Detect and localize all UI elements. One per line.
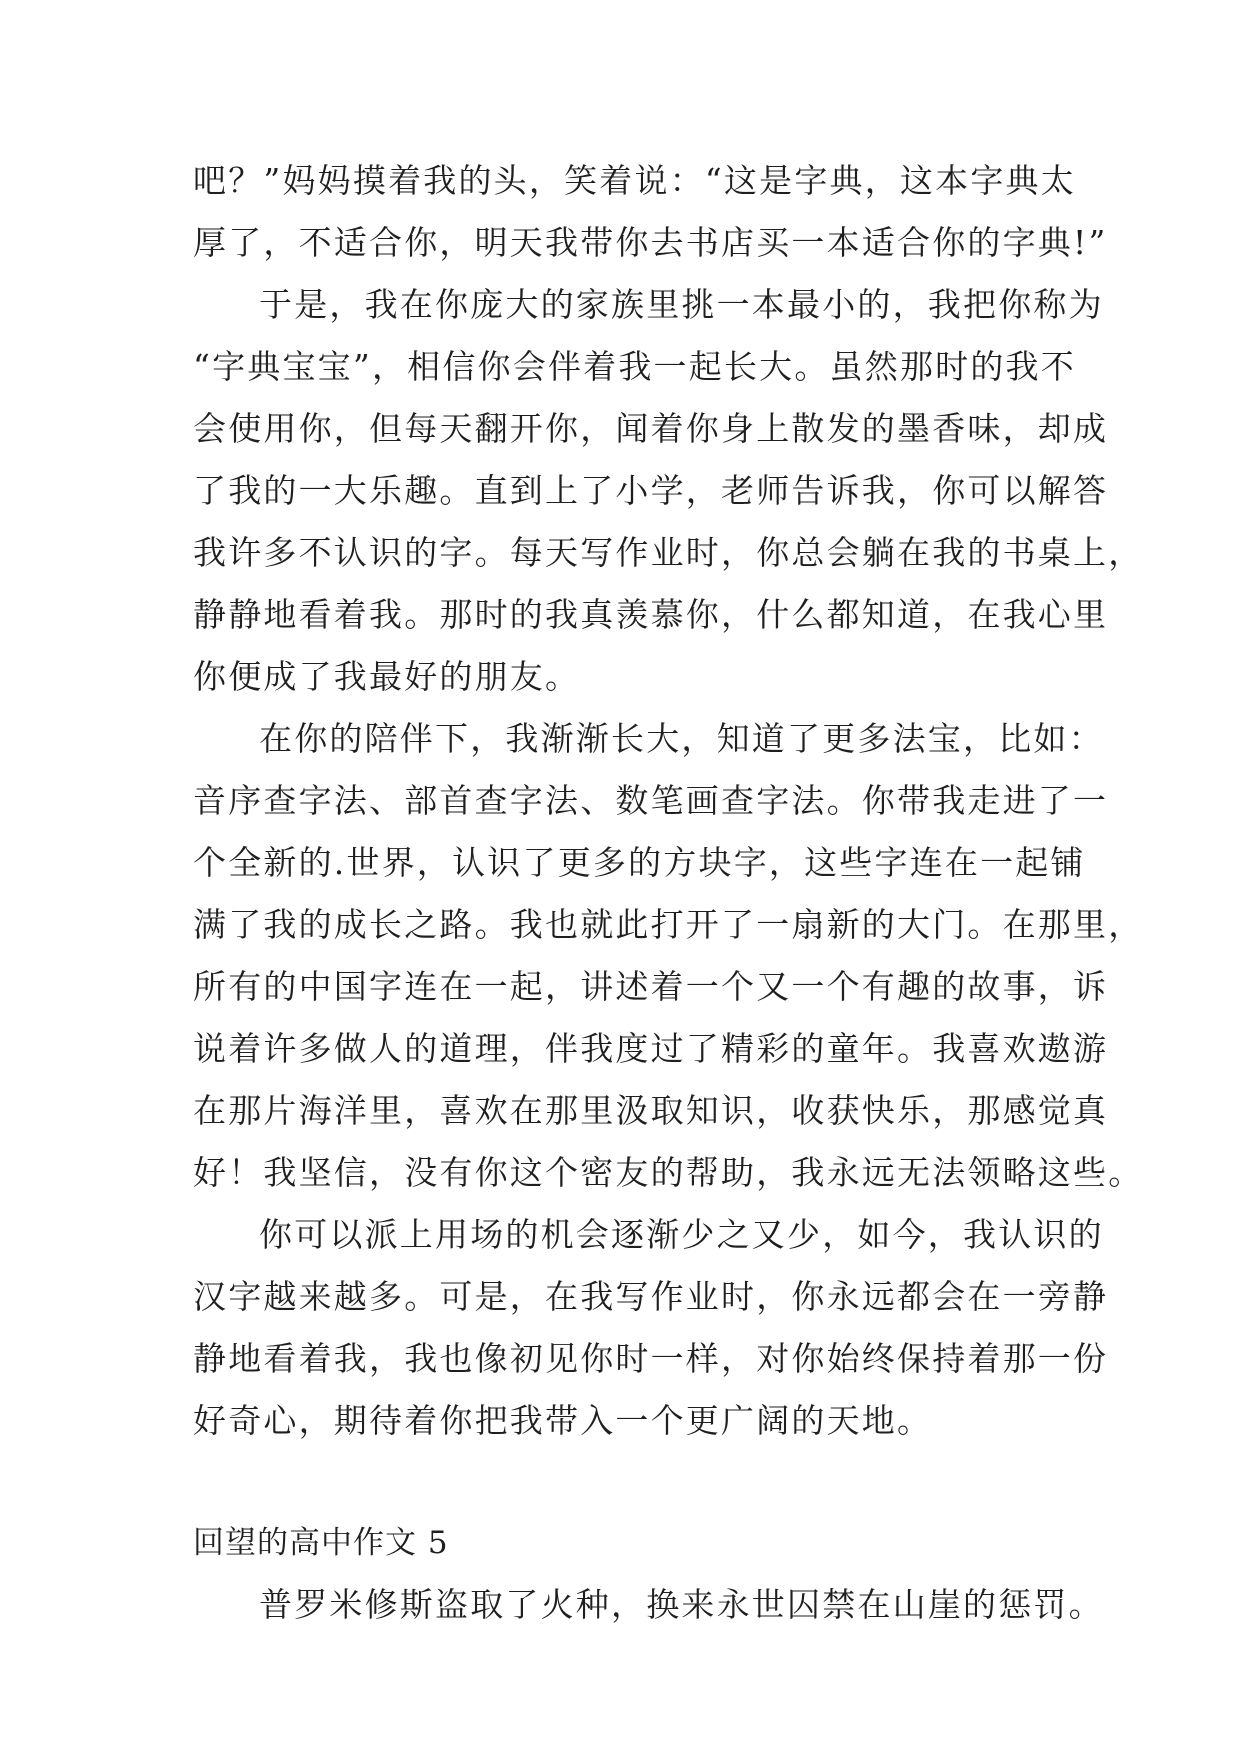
text-line: 满了我的成长之路。我也就此打开了一扇新的大门。在那里，: [193, 905, 1144, 944]
paragraph-2: [193, 274, 1144, 708]
essay-body: [193, 150, 1144, 1636]
paragraph-1: [193, 150, 1108, 274]
text-line: 你可以派上用场的机会逐渐少之又少，如今，我认识的: [259, 1215, 1104, 1254]
section-heading: 回望的高中作文 5: [193, 1525, 449, 1561]
text-line: 汉字越来越多。可是，在我写作业时，你永远都会在一旁静: [193, 1277, 1109, 1316]
text-line: 在你的陪伴下，我渐渐长大，知道了更多法宝，比如：: [259, 719, 1104, 758]
text-line: 静地看着我，我也像初见你时一样，对你始终保持着那一份: [193, 1339, 1109, 1378]
text-line: 好奇心，期待着你把我带入一个更广阔的天地。: [193, 1401, 933, 1440]
text-line: 所有的中国字连在一起，讲述着一个又一个有趣的故事，诉: [193, 967, 1109, 1006]
text-line: 在那片海洋里，喜欢在那里汲取知识，收获快乐，那感觉真: [193, 1091, 1109, 1130]
text-line: 静静地看着我。那时的我真羡慕你，什么都知道，在我心里: [193, 595, 1109, 634]
text-line: 音序查字法、部首查字法、数笔画查字法。你带我走进了一: [193, 781, 1109, 820]
text-line: 会使用你，但每天翻开你，闻着你身上散发的墨香味，却成: [193, 409, 1109, 448]
paragraph-4: [193, 1204, 1109, 1452]
text-line: 说着许多做人的道理，伴我度过了精彩的童年。我喜欢遨游: [193, 1029, 1109, 1068]
text-line: “字典宝宝”，相信你会伴着我一起长大。虽然那时的我不: [193, 347, 1076, 386]
text-line: 了我的一大乐趣。直到上了小学，老师告诉我，你可以解答: [193, 471, 1109, 510]
text-line: 我许多不认识的字。每天写作业时，你总会躺在我的书桌上，: [193, 533, 1144, 572]
text-line: 好！我坚信，没有你这个密友的帮助，我永远无法领略这些。: [193, 1153, 1144, 1192]
text-line: 普罗米修斯盗取了火种，换来永世囚禁在山崖的惩罚。: [259, 1585, 1104, 1624]
paragraph-3: [193, 708, 1144, 1204]
text-line: 你便成了我最好的朋友。: [193, 657, 581, 696]
text-line: 厚了，不适合你，明天我带你去书店买一本适合你的字典!”: [193, 223, 1108, 262]
text-line: 于是，我在你庞大的家族里挑一本最小的，我把你称为: [259, 285, 1104, 324]
paragraph-5: [193, 1574, 1104, 1636]
text-line: 吧？”妈妈摸着我的头，笑着说：“这是字典，这本字典太: [193, 161, 1076, 200]
text-line: 个全新的.世界，认识了更多的方块字，这些字连在一起铺: [193, 843, 1086, 882]
section-spacer: [193, 1452, 1073, 1512]
